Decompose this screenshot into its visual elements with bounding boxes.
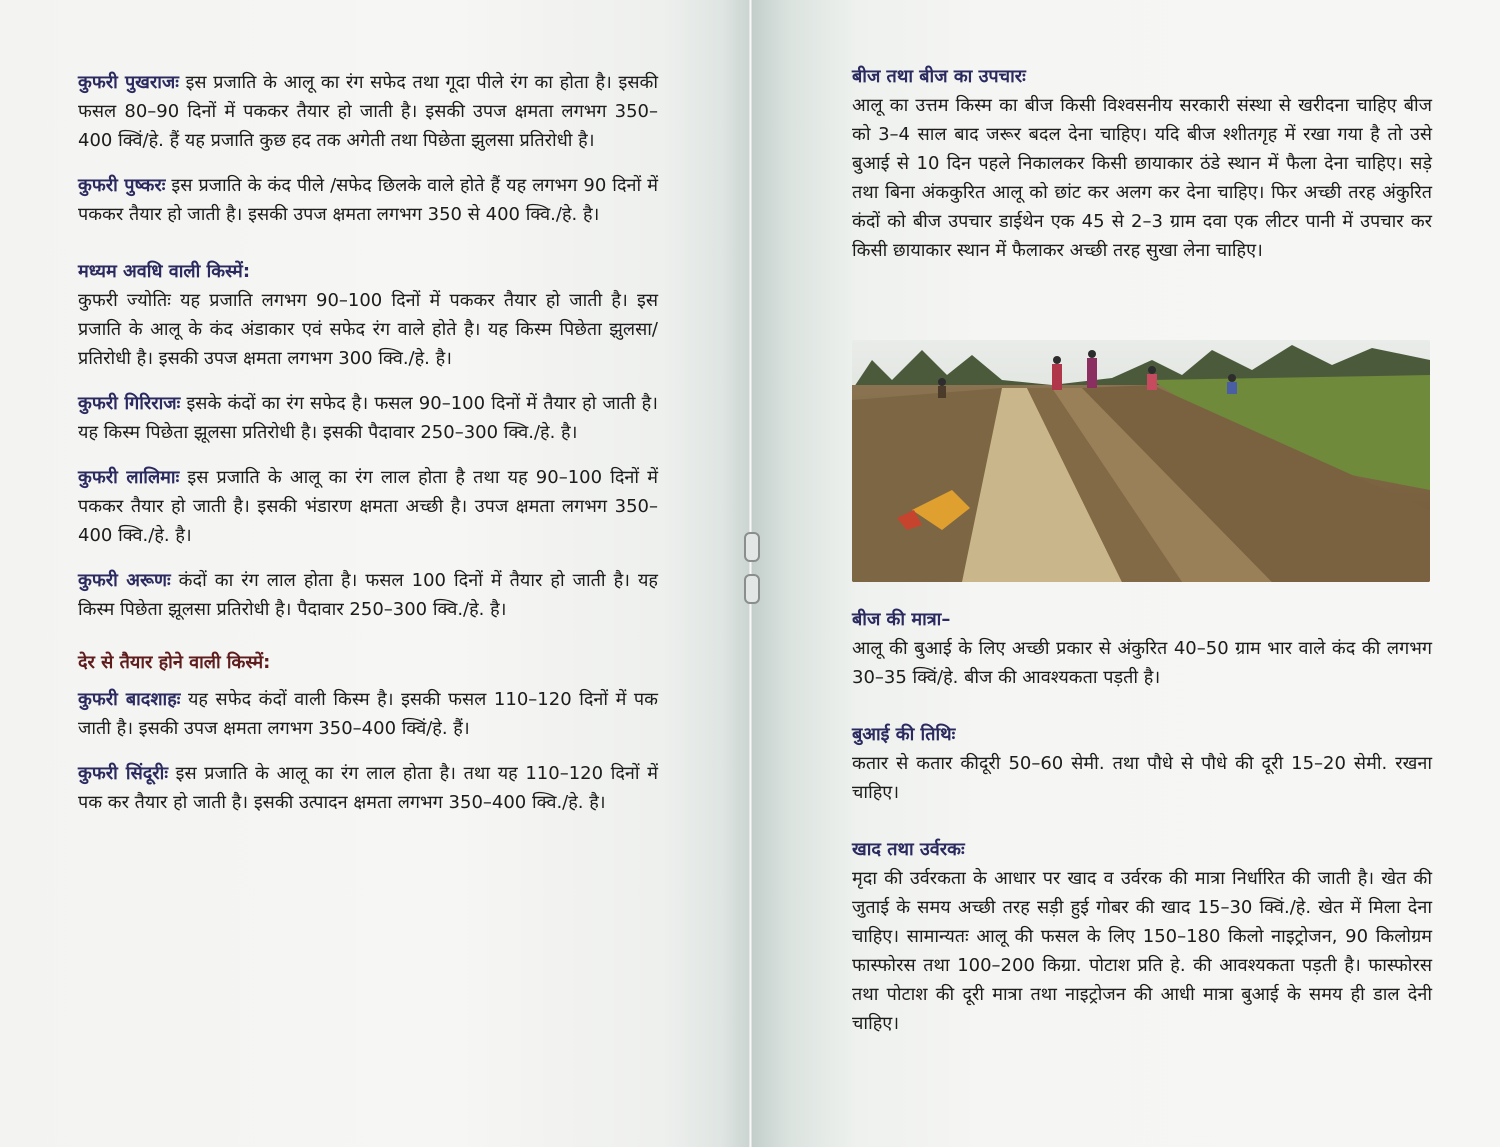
seed-treatment-heading: बीज तथा बीज का उपचारः <box>852 66 1026 87</box>
variety-giriraj <box>78 389 658 447</box>
variety-label: कुफरी बादशाहः <box>78 689 181 710</box>
fertilizer-heading: खाद तथा उर्वरकः <box>852 839 965 860</box>
sowing-date-text: कतार से कतार कीदूरी 50–60 सेमी. तथा पौधे से पौधे की दूरी 15–20 सेमी. रखना चाहिए। <box>852 753 1432 803</box>
medium-duration-heading: मध्यम अवधि वाली किस्में: <box>78 261 251 282</box>
variety-text: इसके कंदों का रंग सफेद है। फसल 90–100 दिनों में तैयार हो जाती है। यह किस्म पिछेता झूलसा प्रतिरोधी है। इसकी पैदावार 250–300 क्वि./हे. है। <box>78 393 659 443</box>
sowing-date-heading: बुआई की तिथिः <box>852 724 956 745</box>
variety-label: कुफरी सिंदूरीः <box>78 763 168 784</box>
variety-text: इस प्रजाति के आलू का रंग सफेद तथा गूदा पीले रंग का होता है। इसकी फसल 80–90 दिनों में पककर तैयार हो जाती है। इसकी उपज क्षमता लगभग 350–400 क्विं/हे. हैं यह प्रजाति कुछ हद तक अगेती तथा पिछेता झुलसा प्रतिरोधी है। <box>78 72 658 151</box>
variety-lalima <box>78 463 658 550</box>
variety-text: इस प्रजाति के आलू का रंग लाल होता है तथा यह 90–100 दिनों में पककर तैयार हो जाती है। इसकी भंडारण क्षमता अच्छी है। उपज क्षमता लगभग 350–400 क्वि./हे. है। <box>78 467 658 546</box>
fertilizer-text: मृदा की उर्वरकता के आधार पर खाद व उर्वरक की मात्रा निर्धारित की जाती है। खेत की जुताई के समय अच्छी तरह सड़ी हुई गोबर की खाद 15–30 क्विं./हे. खेत में मिला देना चाहिए। सामान्यतः आलू की फसल के लिए 150–180 किलो नाइट्रोजन, 90 किलोग्रम फास्फोरस तथा 100–200 किग्रा. पोटाश प्रति हे. की आवश्यकता पड़ती है। फास्फोरस तथा पोटाश की दूरी मात्रा तथा नाइट्रोजन की आधी मात्रा बुआई के समय ही डाल देनी चाहिए। <box>852 868 1432 1034</box>
right-column-top <box>852 62 1432 265</box>
variety-badshah <box>78 685 658 743</box>
variety-label: कुफरी अरूणः <box>78 570 171 591</box>
staple-bottom <box>744 574 760 604</box>
variety-arun <box>78 566 658 624</box>
field-illustration <box>852 340 1430 582</box>
variety-text: कंदों का रंग लाल होता है। फसल 100 दिनों में तैयार हो जाती है। यह किस्म पिछेता झूलसा प्रतिरोधी है। पैदावार 250–300 क्वि./हे. है। <box>78 570 658 620</box>
variety-label: कुफरी गिरिराजः <box>78 393 181 414</box>
variety-label: कुफरी लालिमाः <box>78 467 180 488</box>
variety-label: कुफरी पुष्करः <box>78 175 166 196</box>
variety-pukhraj <box>78 68 658 155</box>
variety-text: इस प्रजाति के आलू का रंग लाल होता है। तथा यह 110–120 दिनों में पक कर तैयार हो जाती है। इसकी उत्पादन क्षमता लगभग 350–400 क्वि./हे. है। <box>78 763 658 813</box>
variety-text: कुफरी ज्योतिः यह प्रजाति लगभग 90–100 दिनों में पककर तैयार हो जाती है। इस प्रजाति के आलू के कंद अंडाकार एवं सफेद रंग वाले होते है। यह किस्म पिछेता झुलसा/प्रतिरोधी है। इसकी उपज क्षमता लगभग 300 क्वि./हे. है। <box>78 290 658 369</box>
seed-treatment-text: आलू का उत्तम किस्म का बीज किसी विश्वसनीय सरकारी संस्था से खरीदना चाहिए बीज को 3–4 साल बाद जरूर बदल देना चाहिए। यदि बीज श्शीतगृह में रखा गया है तो उसे बुआई से 10 दिन पहले निकालकर किसी छायाकार ठंडे स्थान में फैला देना चाहिए। सड़े तथा बिना अंककुरित आलू को छांट कर अलग कर देना चाहिए। फिर अच्छी तरह अंकुरित कंदों को बीज उपचार डाईथेन एक 45 से 2–3 ग्राम दवा एक लीटर पानी में उपचार कर किसी छायाकार स्थान में फैलाकर अच्छी तरह सुखा लेना चाहिए। <box>852 95 1432 261</box>
right-column-bottom <box>852 605 1432 1038</box>
staple-top <box>744 532 760 562</box>
variety-text: इस प्रजाति के कंद पीले /सफेद छिलके वाले होते हैं यह लगभग 90 दिनों में पककर तैयार हो जाती है। इसकी उपज क्षमता लगभग 350 से 400 क्वि./हे. है। <box>78 175 658 225</box>
left-column <box>78 68 658 817</box>
potato-field-photo <box>852 340 1430 582</box>
variety-pushkar <box>78 171 658 229</box>
late-varieties-heading: देर से तैयार होने वाली किस्में: <box>78 652 271 673</box>
variety-text: यह सफेद कंदों वाली किस्म है। इसकी फसल 110–120 दिनों में पक जाती है। इसकी उपज क्षमता लगभग 350–400 क्विं/हे. हैं। <box>78 689 658 739</box>
variety-sinduri <box>78 759 658 817</box>
seed-quantity-text: आलू की बुआई के लिए अच्छी प्रकार से अंकुरित 40–50 ग्राम भार वाले कंद की लगभग 30–35 क्विं/हे. बीज की आवश्यकता पड़ती है। <box>852 638 1432 688</box>
variety-label: कुफरी पुखराजः <box>78 72 179 93</box>
variety-jyoti <box>78 286 658 373</box>
seed-quantity-heading: बीज की मात्रा– <box>852 609 951 630</box>
